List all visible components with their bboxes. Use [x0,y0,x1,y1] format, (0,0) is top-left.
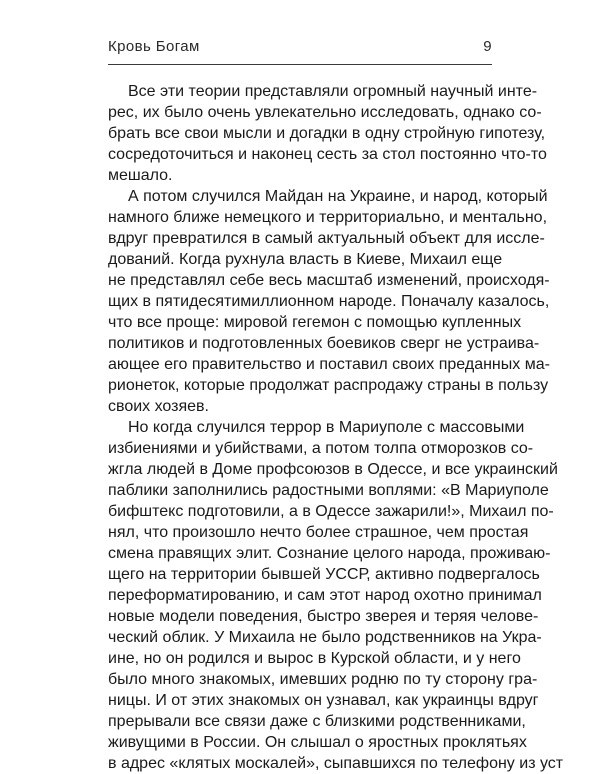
text-line: ине, но он родился и вырос в Курской области, и у него [108,650,521,667]
text-line: рес, их было очень увлекательно исследовать, однако со- [108,104,542,121]
text-line: бифштекс подготовили, а в Одессе зажарили!», Михаил по- [108,503,554,520]
text-line: своих хозяев. [108,398,209,415]
paragraph [108,81,547,186]
text-line: вдруг превратился в самый актуальный объект для иссле- [108,230,545,247]
header-rule [108,64,492,65]
text-line: не представлял себе весь масштаб изменений, происходя- [108,272,550,289]
text-line: ческий облик. У Михаила не было родственников на Укра- [108,629,542,646]
text-line: рионеток, которые продолжат распродажу страны в пользу [108,377,549,394]
text-line: живущими в России. Он слышал о яростных проклятьях [108,734,527,751]
text-line: мешало. [108,167,173,184]
text-line: новые модели поведения, быстро зверея и теряя челове- [108,608,539,625]
running-header [108,38,492,60]
text-line: Но когда случился террор в Мариуполе с массовыми [128,419,525,436]
text-line: жгла людей в Доме профсоюзов в Одессе, и все украинский [108,461,558,478]
paragraph [108,417,564,774]
text-line: избиениями и убийствами, а потом толпа отморозков со- [108,440,534,457]
text-line: было много знакомых, имевших родню по ту сторону гра- [108,671,538,688]
text-line: брать все свои мысли и догадки в одну стройную гипотезу, [108,125,546,142]
text-line: щего на территории бывшей УССР, активно подвергалось [108,566,540,583]
text-line: прерывали все связи даже с близкими родственниками, [108,713,526,730]
page-number: 9 [483,38,492,55]
text-line: паблики заполнились радостными воплями: «В Мариуполе [108,482,549,499]
book-title: Кровь Богам [108,38,200,55]
text-line: переформатированию, и сам этот народ охотно принимал [108,587,542,604]
text-line: смена правящих элит. Сознание целого народа, проживаю- [108,545,551,562]
text-line: Все эти теории представляли огромный научный инте- [128,83,538,100]
text-line: политиков и подготовленных боевиков сверг не устраива- [108,335,540,352]
text-line: ающее его правительство и поставил своих преданных ма- [108,356,550,373]
text-line: что все проще: мировой гегемон с помощью купленных [108,314,522,331]
text-line: ницы. И от этих знакомых он узнавал, как украинцы вдруг [108,692,539,709]
paragraph [108,186,550,417]
text-line: дований. Когда рухнула власть в Киеве, Михаил еще [108,251,503,268]
text-line: А потом случился Майдан на Украине, и народ, который [128,188,548,205]
body-text [108,81,564,774]
text-line: намного ближе немецкого и территориально, и ментально, [108,209,548,226]
text-line: нял, что произошло нечто более страшное, чем простая [108,524,529,541]
text-line: щих в пятидесятимиллионном народе. Поначалу казалось, [108,293,550,310]
text-line: сосредоточиться и наконец сесть за стол постоянно что-то [108,146,547,163]
text-line: в адрес «клятых москалей», сыпавшихся по телефону из уст [108,755,564,772]
